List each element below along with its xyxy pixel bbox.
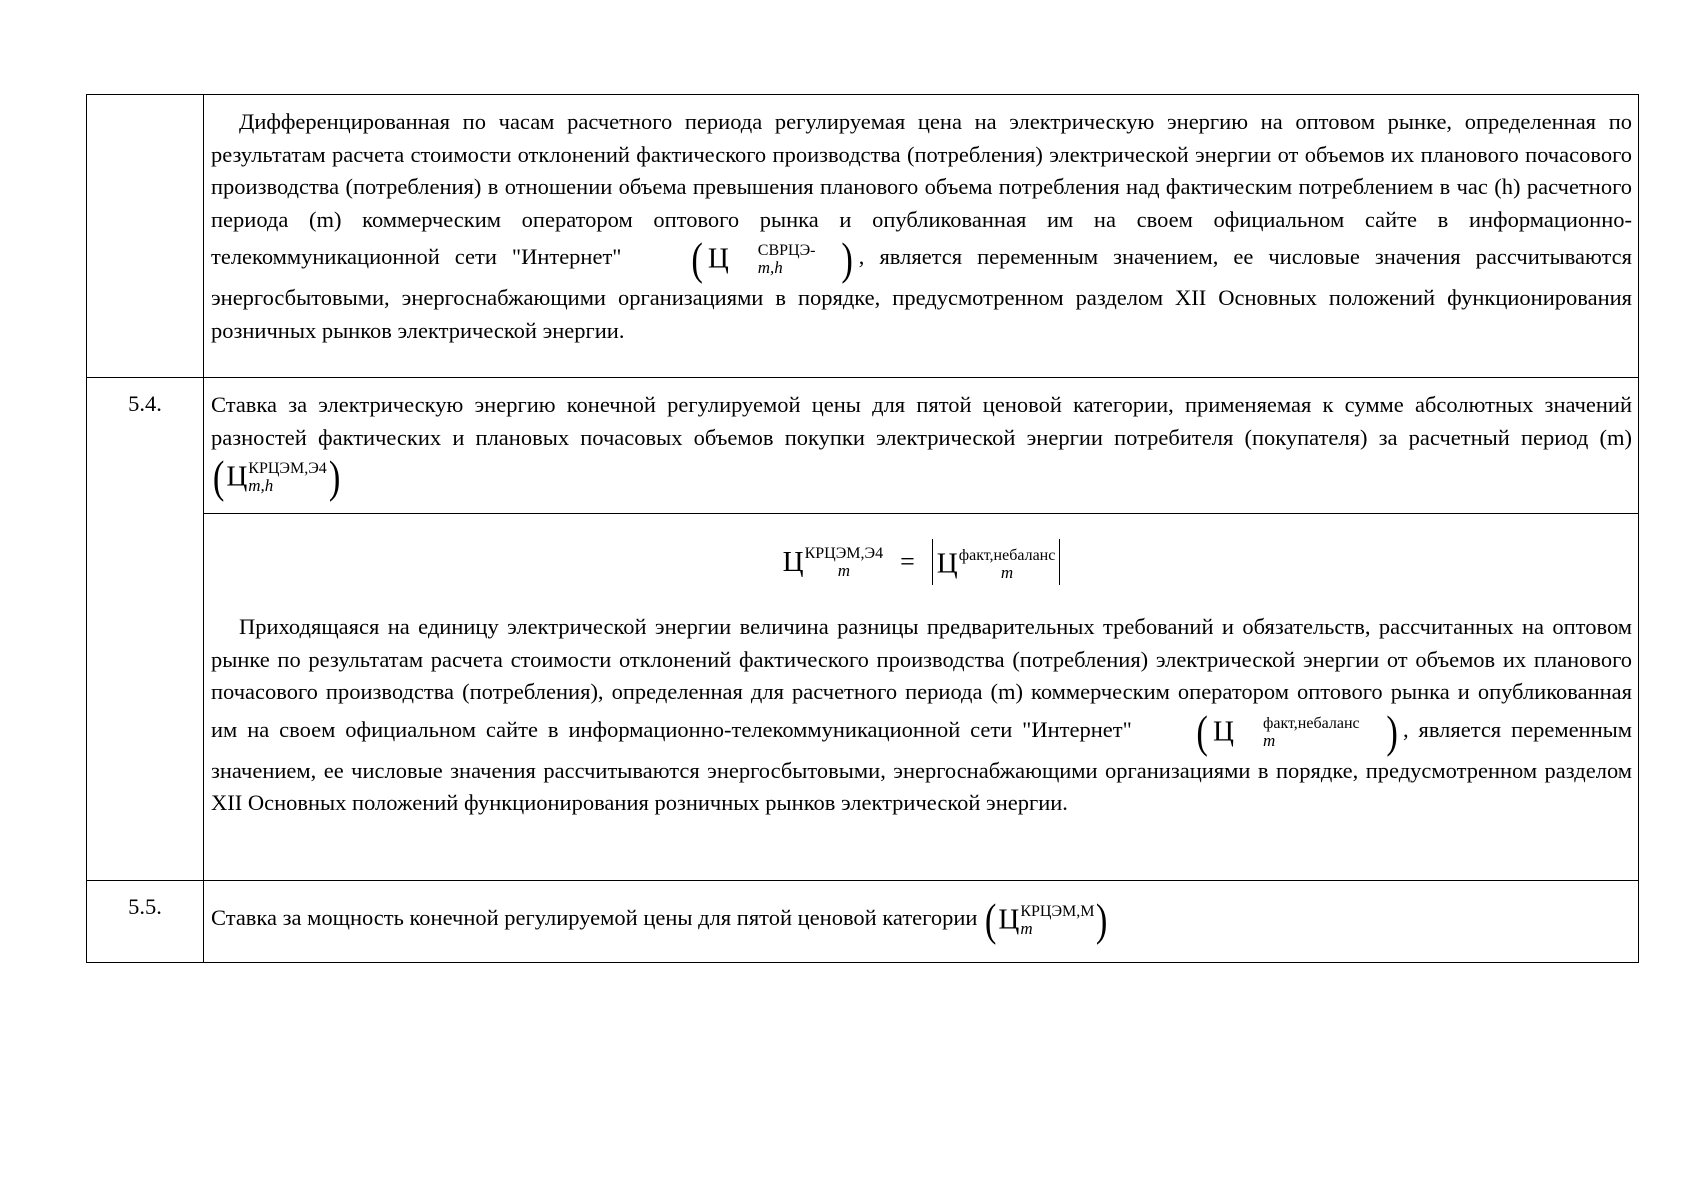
paragraph-text: , является переменным значением, ее числовые значения рассчитываются энергосбытовыми, энергоснабжающими организациями в порядке, предусмотренном разделом XII Основных положений функционирования розничных рынков электрической энергии. [211, 244, 1632, 343]
tariff-table [86, 94, 1639, 963]
row-text-cell [204, 95, 1639, 378]
row-text-cell [204, 378, 1639, 514]
paragraph [211, 894, 1632, 945]
formula-symbol: Ц [998, 903, 1020, 936]
formula-subscript: m [1020, 919, 1033, 938]
display-formula [211, 525, 1632, 611]
paren-open: ( [984, 894, 997, 945]
formula-subscript: m [837, 561, 850, 580]
row-number-cell [87, 95, 204, 378]
formula-indices [1235, 715, 1360, 749]
formula-superscript: факт,небаланс [958, 546, 1056, 564]
table-row [87, 378, 1639, 514]
formula-inline [211, 451, 342, 502]
formula-indices [248, 460, 326, 494]
paren-close: ) [1386, 705, 1398, 757]
formula-symbol: Ц [1213, 715, 1234, 747]
row-text-cell [204, 514, 1639, 881]
paren-close: ) [1096, 894, 1108, 945]
formula-inline [637, 233, 859, 284]
table-row [87, 881, 1639, 963]
row-number-cell [87, 378, 204, 881]
paragraph-text: , является переменным значением, ее числовые значения рассчитываются энергосбытовыми, энергоснабжающими организациями в порядке, предусмотренном разделом XII Основных положений функционирования розничных рынков электрической энергии. [211, 716, 1632, 815]
formula-indices [1020, 903, 1094, 937]
row-number: 5.4. [128, 391, 162, 416]
formula-superscript: КРЦЭМ,Э4 [804, 545, 884, 562]
formula-indices [730, 242, 816, 276]
formula-subscript: m,h [248, 476, 274, 495]
formula-superscript: КРЦЭМ,Э4 [248, 460, 327, 477]
row-number: 5.5. [128, 894, 162, 919]
formula-subscript: m [1262, 730, 1276, 750]
formula-symbol: Ц [226, 460, 248, 493]
formula-inline [1142, 705, 1403, 757]
row-text-cell [204, 881, 1639, 963]
paren-open: ( [1196, 705, 1208, 757]
formula-inline [983, 894, 1110, 945]
paren-open: ( [690, 233, 703, 284]
formula-symbol: Ц [782, 545, 804, 578]
table-row [87, 514, 1639, 881]
paragraph [211, 389, 1632, 500]
formula-subscript: m [1000, 562, 1014, 582]
formula-symbol: Ц [936, 547, 958, 580]
formula-superscript: КРЦЭМ,М [1020, 903, 1095, 920]
paren-close: ) [841, 233, 854, 284]
formula-superscript: СВРЦЭ- [757, 242, 816, 259]
formula-superscript: факт,небаланс [1262, 714, 1360, 732]
equals-sign: = [900, 546, 915, 576]
paragraph-text: Ставка за электрическую энергию конечной регулируемой цены для пятой ценовой категории, применяемая к сумме абсолютных значений разностей фактических и плановых почасовых объемов покупки электрической энергии потребителя (покупателя) за расчетный период (m) [211, 392, 1632, 450]
absolute-value [932, 539, 1061, 585]
paragraph-text: Дифференцированная по часам расчетного периода регулируемая цена на электрическую энергию на оптовом рынке, определенная по результатам расчета стоимости отклонений фактического производства (потребления) электрической энергии от объемов их планового почасового производства (потребления) в отношении объема превышения планового объема потребления над фактическим потреблением в час (h) расчетного периода (m) коммерческим оператором оптового рынка и опубликованная им на своем официальном сайте в информационно-телекоммуникационной сети "Интернет" [211, 109, 1632, 270]
paragraph-text: Приходящаяся на единицу электрической энергии величина разницы предварительных требований и обязательств, рассчитанных на оптовом рынке по результатам расчета стоимости отклонений фактического производства (потребления) электрической энергии от объемов их планового почасового производства (потребления), определенная для расчетного периода (m) коммерческим оператором оптового рынка и опубликованная им на своем официальном сайте в информационно-телекоммуникационной сети "Интернет" [211, 614, 1632, 742]
formula-indices [805, 545, 883, 579]
row-number-cell [87, 881, 204, 963]
table-row [87, 95, 1639, 378]
paragraph-text: Ставка за мощность конечной регулируемой цены для пятой ценовой категории [211, 905, 978, 931]
paragraph [211, 106, 1632, 347]
formula-symbol: Ц [707, 242, 729, 275]
paragraph [211, 611, 1632, 820]
formula-indices [959, 547, 1056, 581]
paren-close: ) [328, 451, 341, 502]
formula-subscript: m,h [757, 258, 783, 277]
paren-open: ( [212, 451, 225, 502]
